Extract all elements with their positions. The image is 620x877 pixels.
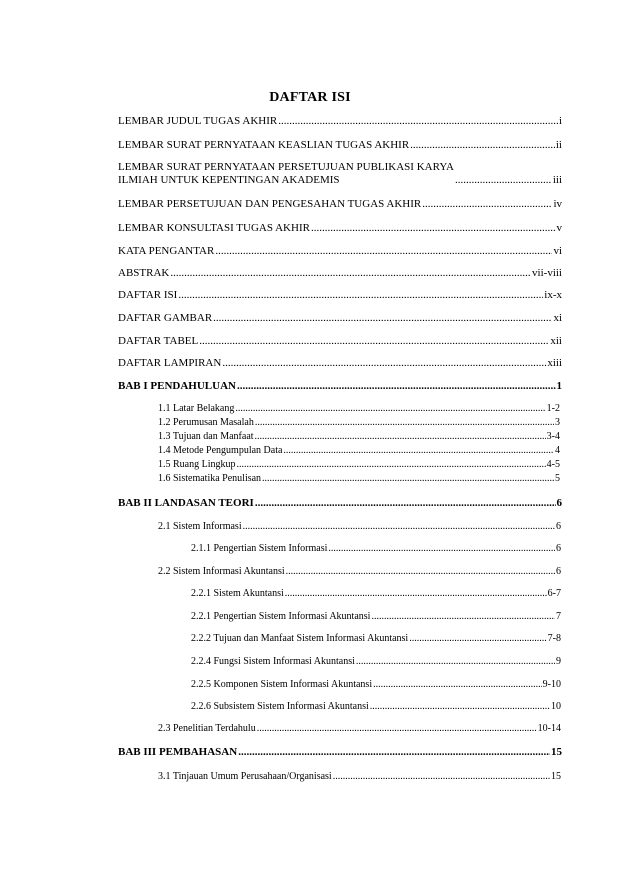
toc-entry-page: 3-4 [546, 431, 560, 442]
toc-entry-page: 4-5 [546, 459, 560, 470]
toc-entry-label: LEMBAR SURAT PERNYATAAN KEASLIAN TUGAS AKHIR [118, 139, 410, 151]
toc-entry-page: 6 [556, 521, 561, 532]
dot-leader [373, 679, 542, 691]
toc-entry [118, 115, 562, 128]
toc-subentry [158, 417, 560, 429]
toc-entry-page: xiii [547, 357, 562, 369]
toc-entry-label: BAB I PENDAHULUAN [118, 380, 236, 392]
toc-entry-label: 2.1.1 Pengertian Sistem Informasi [191, 543, 328, 554]
toc-entry-page: vi [553, 245, 562, 257]
dot-leader [410, 139, 555, 152]
toc-subentry [158, 521, 561, 533]
toc-entry-label: 1.2 Perumusan Masalah [158, 417, 254, 428]
dot-leader [235, 403, 545, 415]
toc-entry-label: LEMBAR PERSETUJUAN DAN PENGESAHAN TUGAS AKHIR [118, 198, 422, 210]
toc-entry-label: 2.2 Sistem Informasi Akuntansi [158, 566, 285, 577]
toc-subentry [191, 701, 561, 713]
toc-entry-label-line2: ILMIAH UNTUK KEPENTINGAN AKADEMIS [118, 174, 340, 186]
toc-entry-page: iv [553, 198, 562, 210]
toc-entry-label: KATA PENGANTAR [118, 245, 215, 257]
toc-subentry [191, 588, 561, 600]
dot-leader [222, 357, 546, 370]
toc-entry-label: 2.2.1 Sistem Akuntansi [191, 588, 284, 599]
toc-entry-label: 2.2.2 Tujuan dan Manfaat Sistem Informasi Akuntansi [191, 633, 409, 644]
toc-entry-label: DAFTAR TABEL [118, 335, 199, 347]
toc-subentry [158, 723, 561, 735]
toc-entry [118, 245, 562, 258]
toc-entry-label: 1.6 Sistematika Penulisan [158, 473, 262, 484]
toc-entry-label: 2.1 Sistem Informasi [158, 521, 242, 532]
toc-entry-label-line1: LEMBAR SURAT PERNYATAAN PERSETUJUAN PUBLIKASI KARYA [118, 161, 454, 173]
toc-entry-label: 2.2.4 Fungsi Sistem Informasi Akuntansi [191, 656, 355, 667]
toc-subentry [191, 633, 561, 645]
toc-subentry [158, 431, 560, 443]
toc-subentry [158, 473, 560, 485]
dot-leader [257, 723, 537, 735]
toc-entry [118, 222, 562, 235]
toc-entry [118, 357, 562, 370]
toc-entry-label: 2.2.1 Pengertian Sistem Informasi Akuntansi [191, 611, 371, 622]
dot-leader [422, 198, 552, 211]
toc-entry-label: LEMBAR KONSULTASI TUGAS AKHIR [118, 222, 310, 234]
toc-entry-page: v [556, 222, 562, 234]
toc-entry-page: 6 [556, 566, 561, 577]
dot-leader [356, 656, 555, 668]
toc-entry-label: BAB III PEMBAHASAN [118, 746, 238, 758]
toc-entry-label: 1.3 Tujuan dan Manfaat [158, 431, 254, 442]
toc-entry [118, 267, 562, 280]
toc-chapter-heading [118, 497, 562, 510]
page-title: DAFTAR ISI [269, 90, 351, 105]
dot-leader [278, 115, 558, 128]
dot-leader [243, 521, 555, 533]
toc-entry-label: DAFTAR GAMBAR [118, 312, 213, 324]
dot-leader [238, 746, 550, 759]
dot-leader [262, 473, 554, 485]
dot-leader [237, 380, 556, 393]
toc-entry-label: 3.1 Tinjauan Umum Perusahaan/Organisasi [158, 771, 332, 782]
toc-entry-page: 9 [556, 656, 561, 667]
toc-entry-page: ii [555, 139, 562, 151]
dot-leader [178, 289, 543, 302]
toc-entry-page: 6 [556, 543, 561, 554]
toc-entry-page: 3 [555, 417, 560, 428]
toc-entry-label: 2.2.5 Komponen Sistem Informasi Akuntansi [191, 679, 373, 690]
toc-subentry [158, 445, 560, 457]
dot-leader [255, 431, 546, 443]
toc-entry-page: 1 [556, 380, 562, 392]
toc-entry [118, 312, 562, 325]
dot-leader [285, 588, 547, 600]
dot-leader [255, 497, 556, 510]
dot-leader [311, 222, 556, 235]
dot-leader [409, 633, 546, 645]
toc-entry [118, 139, 562, 152]
dot-leader [255, 417, 554, 429]
toc-entry-page: 7-8 [547, 633, 561, 644]
toc-subentry [191, 543, 561, 555]
toc-subentry [191, 679, 561, 691]
toc-chapter-heading [118, 380, 562, 393]
toc-entry-page: xi [553, 312, 562, 324]
toc-entry-label [118, 161, 454, 187]
toc-subentry [158, 459, 560, 471]
dot-leader [215, 245, 552, 258]
dot-leader [370, 701, 550, 713]
dot-leader [283, 445, 554, 457]
toc-subentry [158, 771, 561, 783]
toc-entry [118, 198, 562, 211]
toc-entry-label: DAFTAR ISI [118, 289, 178, 301]
toc-entry-page: 10 [551, 701, 561, 712]
dot-leader [199, 335, 549, 348]
toc-subentry [158, 403, 560, 415]
toc-entry [118, 335, 562, 348]
toc-entry-label: DAFTAR LAMPIRAN [118, 357, 222, 369]
dot-leader [213, 312, 552, 325]
toc-entry-page: i [558, 115, 562, 127]
toc-entry-page: 6-7 [547, 588, 561, 599]
toc-entry-label: LEMBAR JUDUL TUGAS AKHIR [118, 115, 278, 127]
toc-entry-label: 2.3 Penelitian Terdahulu [158, 723, 256, 734]
toc-subentry [158, 566, 561, 578]
toc-entry-page: 10-14 [537, 723, 561, 734]
toc-entry-page: 15 [551, 771, 561, 782]
toc-entry-page: 4 [555, 445, 560, 456]
dot-leader [170, 267, 531, 280]
toc-entry-label: ABSTRAK [118, 267, 170, 279]
toc-entry-page: 9-10 [542, 679, 561, 690]
toc-entry-page: 1-2 [546, 403, 560, 414]
toc-entry-page: ix-x [544, 289, 562, 301]
toc-entry-label: BAB II LANDASAN TEORI [118, 497, 254, 509]
toc-entry-label: 1.5 Ruang Lingkup [158, 459, 236, 470]
toc-entry-label: 1.4 Metode Pengumpulan Data [158, 445, 283, 456]
toc-entry-page: iii [552, 174, 562, 186]
dot-leader [455, 174, 552, 187]
toc-entry [118, 289, 562, 302]
toc-entry-page: vii-viii [532, 267, 562, 279]
toc-chapter-heading [118, 746, 562, 759]
toc-entry [118, 161, 562, 187]
dot-leader [328, 543, 555, 555]
toc-entry-label: 1.1 Latar Belakang [158, 403, 235, 414]
toc-entry-label: 2.2.6 Subsistem Sistem Informasi Akuntansi [191, 701, 369, 712]
toc-subentry [191, 611, 561, 623]
toc-entry-page: 15 [551, 746, 562, 758]
toc-subentry [191, 656, 561, 668]
toc-entry-page: 5 [555, 473, 560, 484]
toc-entry-page: 6 [556, 497, 562, 509]
toc-entry-page: 7 [556, 611, 561, 622]
toc-entry-page: xii [550, 335, 562, 347]
dot-leader [286, 566, 555, 578]
dot-leader [333, 771, 550, 783]
dot-leader [237, 459, 546, 471]
dot-leader [371, 611, 555, 623]
